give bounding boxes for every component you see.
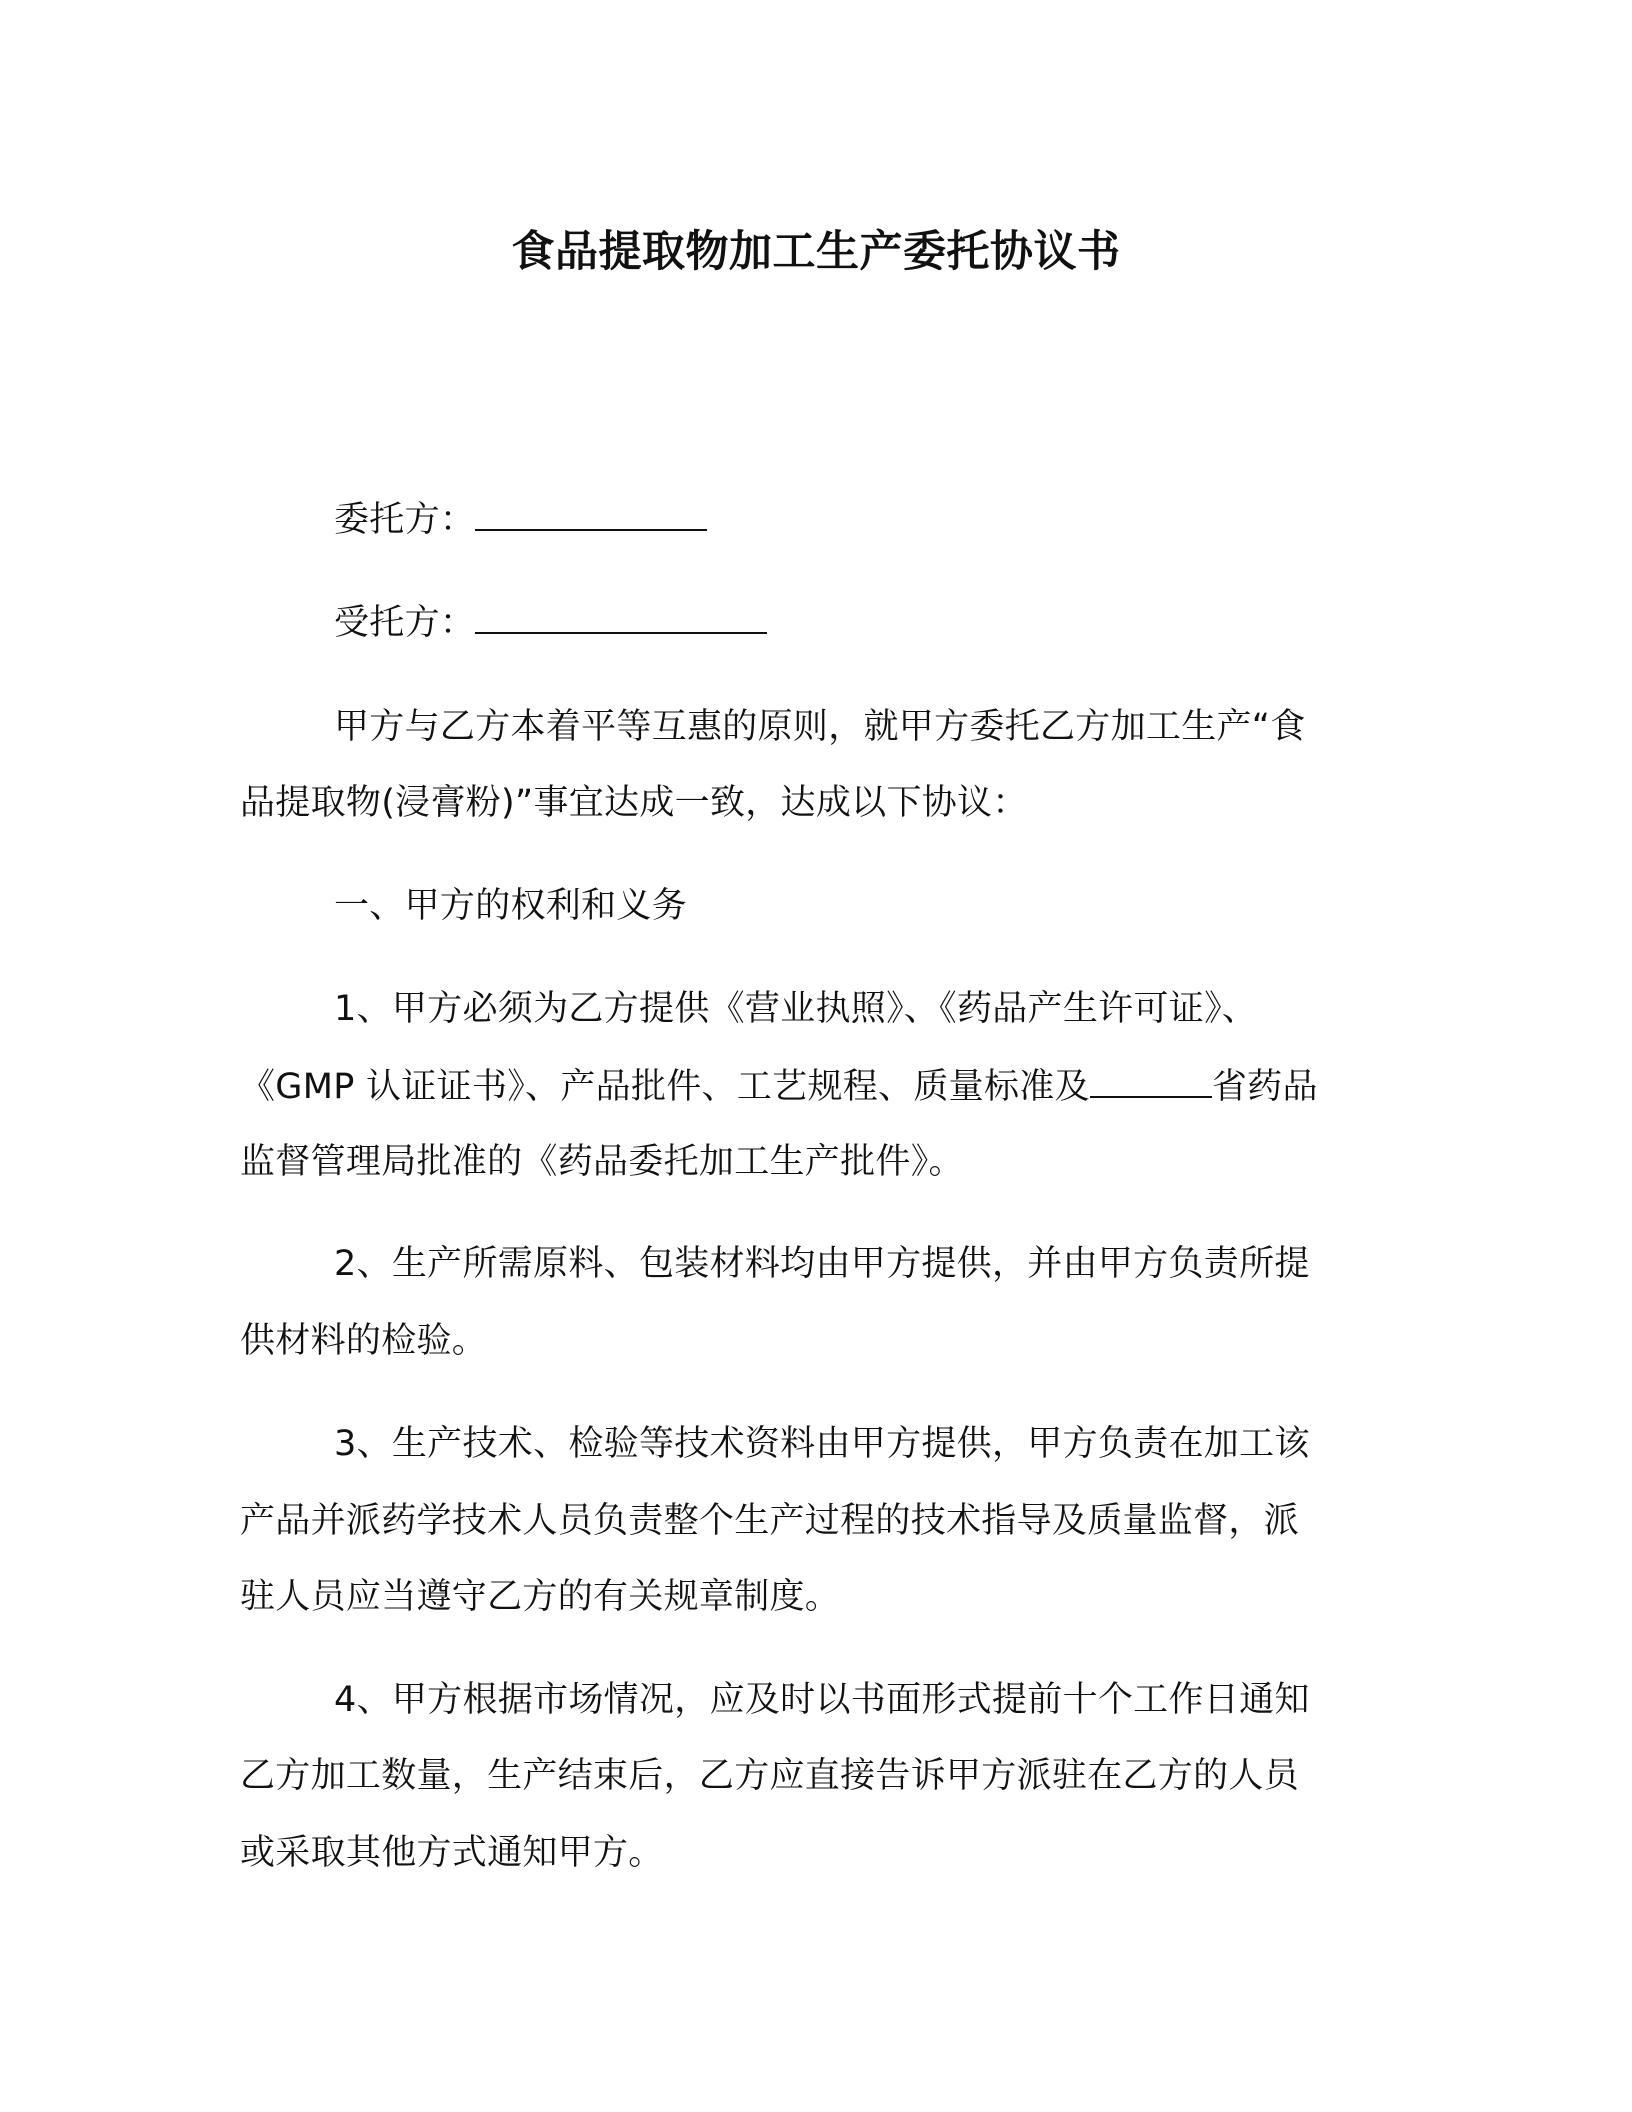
contractor-party-label: 受托方： — [334, 603, 476, 643]
clause-4-line-3: 或采取其他方式通知甲方。 — [240, 1833, 664, 1873]
client-party-label: 委托方： — [334, 500, 476, 540]
clause-3-line-1: 3、生产技术、检验等技术资料由甲方提供，甲方负责在加工该 — [334, 1424, 1310, 1464]
client-party-blank[interactable] — [475, 495, 707, 531]
clause-4-line-1: 4、甲方根据市场情况，应及时以书面形式提前十个工作日通知 — [334, 1680, 1310, 1720]
clause-1-text-after-blank: 省药品 — [1211, 1067, 1318, 1107]
province-blank[interactable] — [1090, 1062, 1212, 1098]
clause-1-line-2 — [240, 1062, 1318, 1111]
clause-1-line-1: 1、甲方必须为乙方提供《营业执照》、《药品产生许可证》、 — [334, 989, 1258, 1029]
contractor-party-line — [334, 598, 767, 647]
clause-2-line-1: 2、生产所需原料、包装材料均由甲方提供，并由甲方负责所提 — [334, 1244, 1310, 1284]
intro-line-2: 品提取物(浸膏粉)”事宜达成一致，达成以下协议： — [240, 783, 1028, 823]
contractor-party-blank[interactable] — [475, 598, 767, 634]
clause-1-line-3: 监督管理局批准的《药品委托加工生产批件》。 — [240, 1142, 964, 1182]
intro-line-1: 甲方与乙方本着平等互惠的原则，就甲方委托乙方加工生产“食 — [334, 707, 1306, 747]
section-heading: 一、甲方的权利和义务 — [334, 886, 688, 926]
clause-1-text-before-blank: 《GMP 认证证书》、产品批件、工艺规程、质量标准及 — [240, 1067, 1090, 1107]
client-party-line — [334, 495, 707, 544]
clause-2-line-2: 供材料的检验。 — [240, 1321, 488, 1361]
clause-3-line-2: 产品并派药学技术人员负责整个生产过程的技术指导及质量监督，派 — [240, 1501, 1300, 1541]
document-title: 食品提取物加工生产委托协议书 — [511, 227, 1121, 277]
clause-3-line-3: 驻人员应当遵守乙方的有关规章制度。 — [240, 1577, 841, 1617]
clause-4-line-2: 乙方加工数量，生产结束后，乙方应直接告诉甲方派驻在乙方的人员 — [240, 1756, 1300, 1796]
